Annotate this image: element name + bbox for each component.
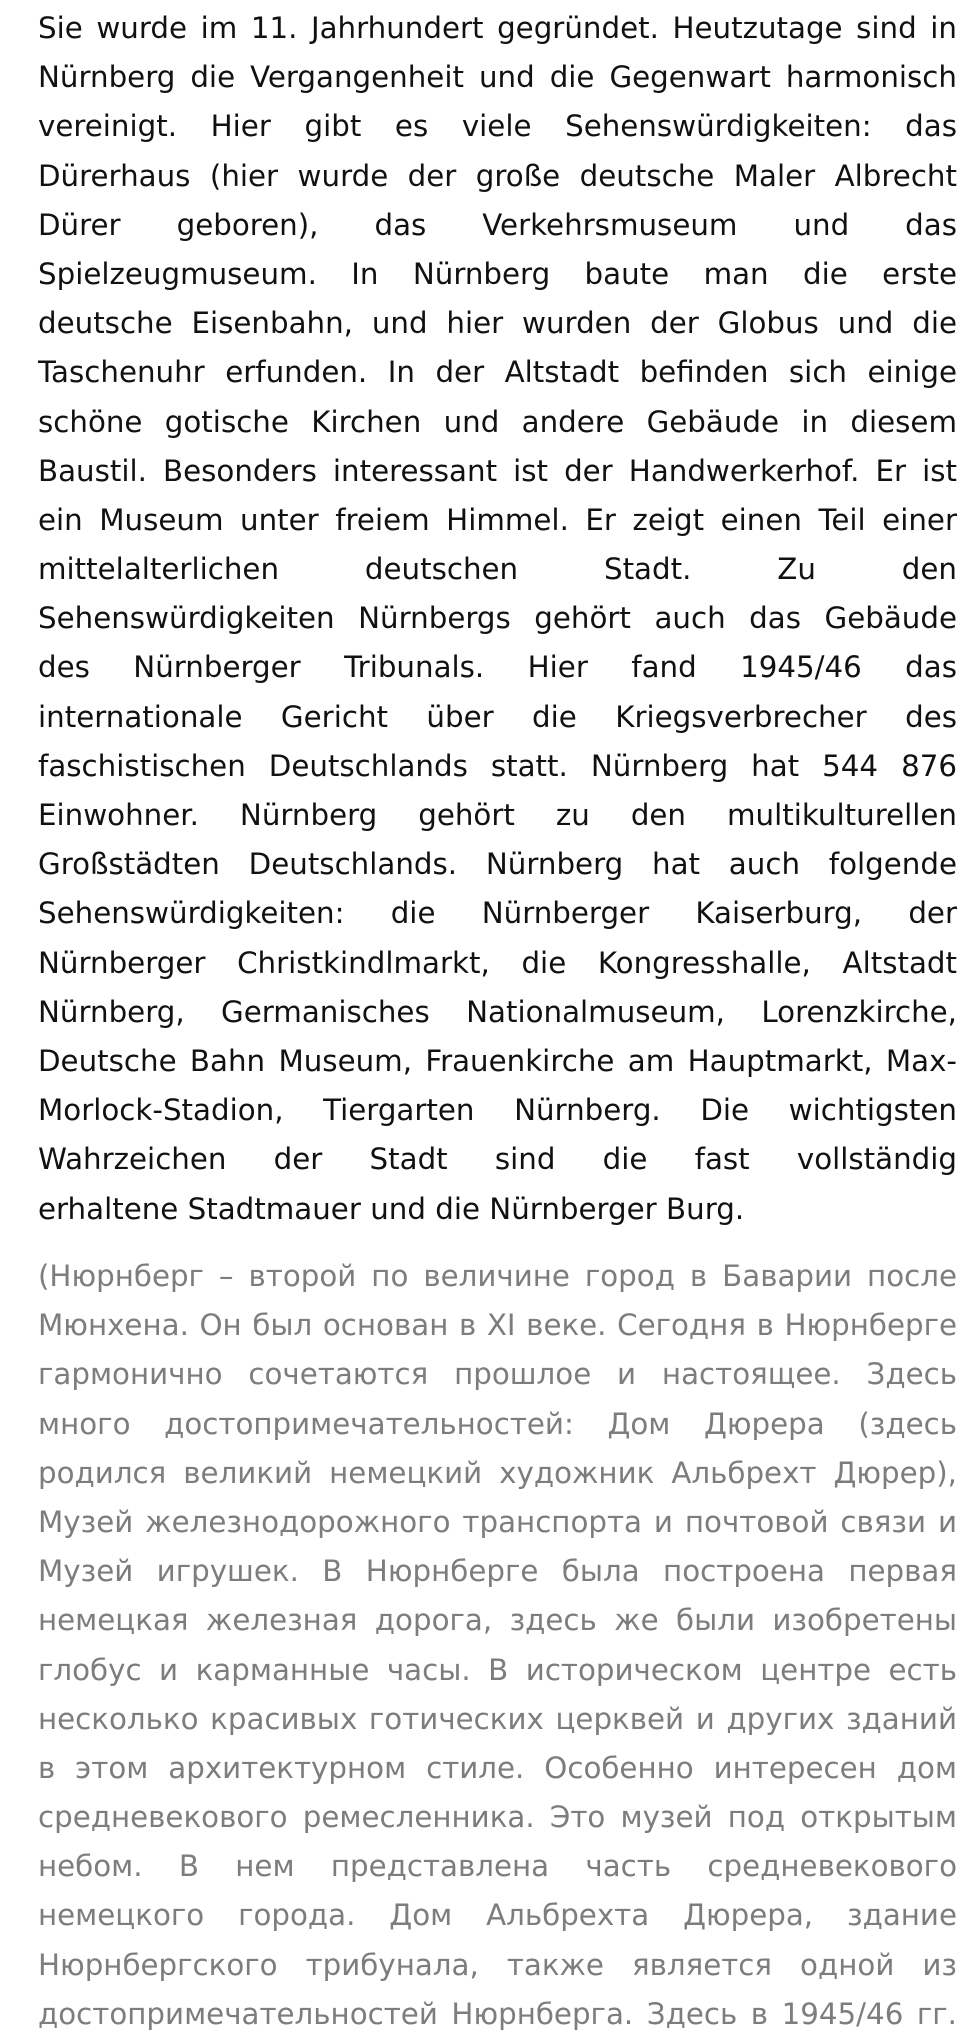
russian-line: Музей игрушек. В Нюрнберге была построена первая bbox=[38, 1554, 957, 1589]
german-line: Taschenuhr erfunden. In der Altstadt befinden sich einige bbox=[38, 355, 957, 390]
german-line: faschistischen Deutschlands statt. Nürnberg hat 544 876 bbox=[38, 748, 957, 783]
german-line: Sie wurde im 11. Jahrhundert gegründet. Heutzutage sind in bbox=[38, 11, 957, 45]
german-line: Nürnberg, Germanisches Nationalmuseum, Lorenzkirche, bbox=[38, 994, 957, 1029]
german-line: Einwohner. Nürnberg gehört zu den multikulturellen bbox=[38, 798, 957, 832]
russian-translation-paragraph bbox=[38, 1252, 957, 2031]
russian-line: гармонично сочетаются прошлое и настоящее. Здесь bbox=[38, 1357, 957, 1392]
russian-line: средневекового ремесленника. Это музей под открытым bbox=[38, 1800, 957, 1835]
german-line: Sehenswürdigkeiten: die Nürnberger Kaiserburg, der bbox=[38, 896, 957, 931]
russian-line: много достопримечательностей: Дом Дюрера (здесь bbox=[38, 1406, 957, 1441]
russian-line: родился великий немецкий художник Альбрехт Дюрер), bbox=[38, 1455, 957, 1490]
russian-line: немецкая железная дорога, здесь же были изобретены bbox=[38, 1603, 957, 1638]
russian-line: Музей железнодорожного транспорта и почтовой связи и bbox=[38, 1504, 957, 1539]
german-line: Spielzeugmuseum. In Nürnberg baute man die erste bbox=[38, 256, 957, 291]
russian-line: (Нюрнберг – второй по величине город в Баварии после bbox=[38, 1259, 957, 1293]
german-line: internationale Gericht über die Kriegsverbrecher des bbox=[38, 699, 957, 734]
russian-line: глобус и карманные часы. В историческом центре есть bbox=[38, 1652, 957, 1687]
german-line: deutsche Eisenbahn, und hier wurden der Globus und die bbox=[38, 306, 957, 341]
russian-line: в этом архитектурном стиле. Особенно интересен дом bbox=[38, 1750, 957, 1785]
german-line: des Nürnberger Tribunals. Hier fand 1945/46 das bbox=[38, 650, 957, 685]
german-line: Dürer geboren), das Verkehrsmuseum und das bbox=[38, 207, 957, 242]
russian-line: несколько красивых готических церквей и других зданий bbox=[38, 1701, 957, 1736]
russian-line: немецкого города. Дом Альбрехта Дюрера, здание bbox=[38, 1898, 957, 1933]
russian-line: Нюрнбергского трибунала, также является одной из bbox=[38, 1947, 957, 1982]
german-line: Großstädten Deutschlands. Nürnberg hat auch folgende bbox=[38, 847, 957, 882]
german-line: mittelalterlichen deutschen Stadt. Zu den bbox=[38, 552, 957, 587]
german-line: Wahrzeichen der Stadt sind die fast vollständig bbox=[38, 1142, 957, 1177]
german-line: Sehenswürdigkeiten Nürnbergs gehört auch das Gebäude bbox=[38, 601, 957, 636]
german-line: Baustil. Besonders interessant ist der Handwerkerhof. Er ist bbox=[38, 453, 957, 488]
german-line: vereinigt. Hier gibt es viele Sehenswürdigkeiten: das bbox=[38, 109, 957, 144]
german-line: Deutsche Bahn Museum, Frauenkirche am Hauptmarkt, Max- bbox=[38, 1043, 957, 1078]
russian-line: достопримечательностей Нюрнберга. Здесь в 1945/46 гг. bbox=[38, 1996, 957, 2031]
german-line: ein Museum unter freiem Himmel. Er zeigt einen Teil einer bbox=[38, 502, 957, 537]
german-line: Nürnberger Christkindlmarkt, die Kongresshalle, Altstadt bbox=[38, 945, 957, 980]
german-line: Dürerhaus (hier wurde der große deutsche Maler Albrecht bbox=[38, 158, 957, 193]
german-line: erhaltene Stadtmauer und die Nürnberger Burg. bbox=[38, 1191, 745, 1226]
german-line: Morlock-Stadion, Tiergarten Nürnberg. Die wichtigsten bbox=[38, 1093, 957, 1128]
russian-line: Мюнхена. Он был основан в XI веке. Сегодня в Нюрнберге bbox=[38, 1308, 957, 1343]
german-line: schöne gotische Kirchen und andere Gebäude in diesem bbox=[38, 404, 957, 439]
russian-line: небом. В нем представлена часть средневекового bbox=[38, 1849, 957, 1884]
german-paragraph bbox=[38, 4, 957, 1234]
german-line: Nürnberg die Vergangenheit und die Gegenwart harmonisch bbox=[38, 60, 957, 95]
